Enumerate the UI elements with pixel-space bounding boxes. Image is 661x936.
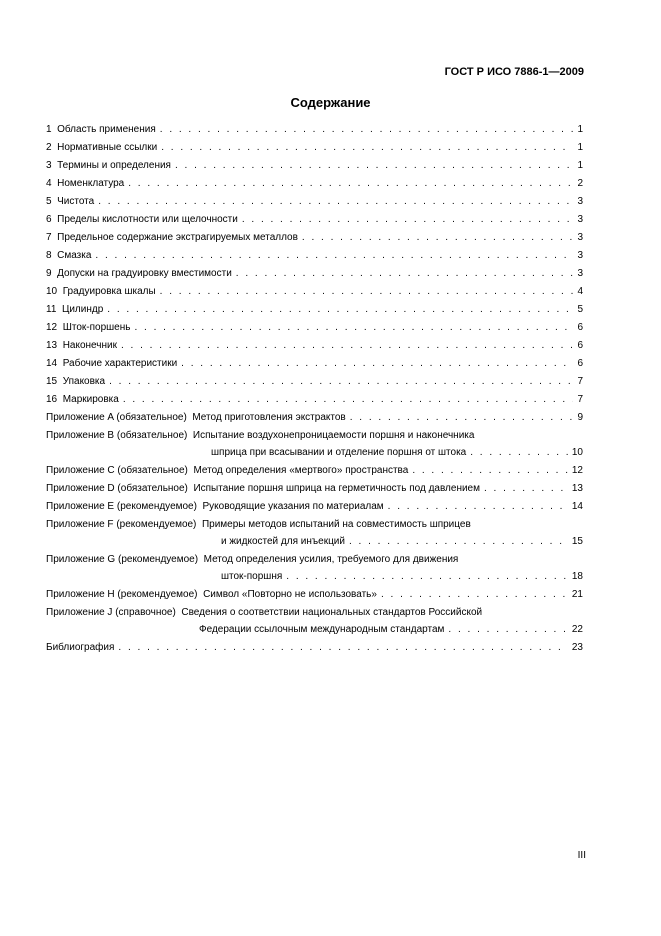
dot-leader <box>412 462 568 479</box>
toc-entry-title: Предельное содержание экстрагируемых металлов <box>57 232 298 243</box>
toc-entry-4[interactable] <box>46 175 583 193</box>
toc-entry-6[interactable] <box>46 211 583 229</box>
toc-entry-number: 15 <box>46 376 58 387</box>
toc-entry-number: 8 <box>46 250 52 261</box>
page-title: Содержание <box>290 95 371 110</box>
dot-leader <box>236 265 574 282</box>
toc-annex-j[interactable] <box>46 604 583 639</box>
toc-entry-title: Маркировка <box>62 394 119 405</box>
toc-entry-number: 2 <box>46 142 52 153</box>
annex-label: Приложение E (рекомендуемое) <box>46 501 197 512</box>
toc-annex-d[interactable] <box>46 480 583 498</box>
toc-annex-f[interactable] <box>46 516 583 551</box>
annex-page: 13 <box>571 483 583 494</box>
toc-entry-8[interactable] <box>46 247 583 265</box>
dot-leader <box>160 121 574 138</box>
annex-label: Приложение C (обязательное) <box>46 465 188 476</box>
annex-page: 9 <box>577 412 583 423</box>
toc-entry-16[interactable] <box>46 391 583 409</box>
dot-leader <box>484 480 568 497</box>
dot-leader <box>134 319 573 336</box>
toc-annex-a[interactable] <box>46 409 583 427</box>
toc-entry-11[interactable] <box>46 301 583 319</box>
toc-entry-page: 5 <box>577 304 583 315</box>
toc-entry-title: Упаковка <box>62 376 106 387</box>
toc-entry-page: 3 <box>577 268 583 279</box>
toc-entry-page: 2 <box>577 178 583 189</box>
dot-leader <box>175 157 573 174</box>
annex-title: Испытание поршня шприца на герметичность под давлением <box>193 483 480 494</box>
dot-leader <box>242 211 574 228</box>
dot-leader <box>470 444 568 461</box>
toc-entry-page: 7 <box>577 394 583 405</box>
toc-entry-page: 4 <box>577 286 583 297</box>
toc-entry-page: 6 <box>577 322 583 333</box>
annex-label: Приложение G (рекомендуемое) <box>46 554 199 565</box>
annex-title-continued: и жидкостей для инъекций <box>221 536 345 547</box>
bibliography-title: Библиография <box>46 642 115 653</box>
toc-entry-title: Чистота <box>57 196 95 207</box>
toc-bibliography[interactable] <box>46 639 583 657</box>
toc-entry-number: 7 <box>46 232 52 243</box>
toc-entry-7[interactable] <box>46 229 583 247</box>
dot-leader <box>160 283 574 300</box>
dot-leader <box>109 373 573 390</box>
annex-title: Метод определения усилия, требуемого для движения <box>203 554 459 565</box>
toc-entry-page: 7 <box>577 376 583 387</box>
annex-title: Метод приготовления экстрактов <box>192 412 346 423</box>
toc-entry-page: 3 <box>577 250 583 261</box>
dot-leader <box>118 639 567 656</box>
dot-leader <box>181 355 573 372</box>
dot-leader <box>302 229 574 246</box>
toc-annex-c[interactable] <box>46 462 583 480</box>
annex-page: 10 <box>571 447 583 458</box>
toc-entry-page: 1 <box>577 124 583 135</box>
annex-label: Приложение B (обязательное) <box>46 430 188 441</box>
dot-leader <box>349 533 568 550</box>
toc-entry-number: 4 <box>46 178 52 189</box>
toc-entry-1[interactable] <box>46 121 583 139</box>
toc-entry-number: 5 <box>46 196 52 207</box>
annex-page: 21 <box>571 589 583 600</box>
toc-entry-title: Номенклатура <box>57 178 125 189</box>
annex-label: Приложение D (обязательное) <box>46 483 188 494</box>
dot-leader <box>381 586 568 603</box>
toc-entry-number: 6 <box>46 214 52 225</box>
toc-entry-number: 14 <box>46 358 58 369</box>
annex-title: Символ «Повторно не использовать» <box>203 589 377 600</box>
toc-annex-b[interactable] <box>46 427 583 462</box>
dot-leader <box>448 621 567 638</box>
toc-entry-page: 3 <box>577 232 583 243</box>
toc-entry-12[interactable] <box>46 319 583 337</box>
toc-entry-title: Шток-поршень <box>62 322 131 333</box>
annex-page: 14 <box>571 501 583 512</box>
toc-entry-title: Нормативные ссылки <box>57 142 158 153</box>
bibliography-page: 23 <box>571 642 583 653</box>
dot-leader <box>388 498 568 515</box>
toc-entry-page: 1 <box>577 142 583 153</box>
toc-entry-14[interactable] <box>46 355 583 373</box>
toc-entry-page: 6 <box>577 340 583 351</box>
toc-entry-10[interactable] <box>46 283 583 301</box>
dot-leader <box>121 337 573 354</box>
toc-annex-g[interactable] <box>46 551 583 586</box>
annex-title-continued: шприца при всасывании и отделение поршня от штока <box>211 447 467 458</box>
annex-title: Руководящие указания по материалам <box>202 501 384 512</box>
toc-entry-15[interactable] <box>46 373 583 391</box>
table-of-contents <box>46 121 583 657</box>
page-number-footer: III <box>577 850 586 861</box>
toc-entry-2[interactable] <box>46 139 583 157</box>
annex-page: 15 <box>571 536 583 547</box>
toc-annex-h[interactable] <box>46 586 583 604</box>
annex-title-continued: шток-поршня <box>221 571 283 582</box>
annex-page: 22 <box>571 624 583 635</box>
annex-title: Примеры методов испытаний на совместимость шприцев <box>201 519 471 530</box>
toc-entry-number: 12 <box>46 322 58 333</box>
toc-entry-5[interactable] <box>46 193 583 211</box>
dot-leader <box>161 139 573 156</box>
toc-entry-number: 9 <box>46 268 52 279</box>
dot-leader <box>286 568 568 585</box>
toc-entry-number: 1 <box>46 124 52 135</box>
toc-entry-title: Пределы кислотности или щелочности <box>57 214 238 225</box>
toc-entry-title: Допуски на градуировку вместимости <box>57 268 232 279</box>
toc-entry-13[interactable] <box>46 337 583 355</box>
toc-entry-9[interactable] <box>46 265 583 283</box>
annex-page: 18 <box>571 571 583 582</box>
annex-title-continued: Федерации ссылочным международным стандартам <box>199 624 445 635</box>
toc-entry-number: 16 <box>46 394 58 405</box>
toc-entry-title: Область применения <box>57 124 156 135</box>
toc-entry-title: Градуировка шкалы <box>62 286 156 297</box>
toc-entry-number: 3 <box>46 160 52 171</box>
toc-annex-e[interactable] <box>46 498 583 516</box>
annex-title: Испытание воздухонепроницаемости поршня и наконечника <box>192 430 475 441</box>
toc-entry-title: Термины и определения <box>57 160 171 171</box>
toc-entry-page: 3 <box>577 196 583 207</box>
dot-leader <box>128 175 573 192</box>
toc-entry-page: 6 <box>577 358 583 369</box>
dot-leader <box>107 301 573 318</box>
toc-entry-page: 1 <box>577 160 583 171</box>
annex-label: Приложение J (справочное) <box>46 607 176 618</box>
dot-leader <box>95 247 573 264</box>
toc-entry-page: 3 <box>577 214 583 225</box>
dot-leader <box>350 409 574 426</box>
toc-entry-title: Наконечник <box>62 340 117 351</box>
toc-entry-title: Смазка <box>57 250 92 261</box>
annex-label: Приложение H (рекомендуемое) <box>46 589 198 600</box>
annex-label: Приложение F (рекомендуемое) <box>46 519 197 530</box>
annex-label: Приложение A (обязательное) <box>46 412 187 423</box>
toc-entry-title: Цилиндр <box>61 304 104 315</box>
annex-title: Метод определения «мертвого» пространства <box>193 465 409 476</box>
dot-leader <box>98 193 573 210</box>
toc-entry-title: Рабочие характеристики <box>62 358 178 369</box>
dot-leader <box>123 391 574 408</box>
toc-entry-3[interactable] <box>46 157 583 175</box>
annex-page: 12 <box>571 465 583 476</box>
toc-entry-number: 11 <box>46 304 57 315</box>
toc-entry-number: 13 <box>46 340 58 351</box>
annex-title: Сведения о соответствии национальных стандартов Российской <box>181 607 483 618</box>
document-id-header: ГОСТ Р ИСО 7886-1—2009 <box>444 66 584 78</box>
toc-entry-number: 10 <box>46 286 58 297</box>
